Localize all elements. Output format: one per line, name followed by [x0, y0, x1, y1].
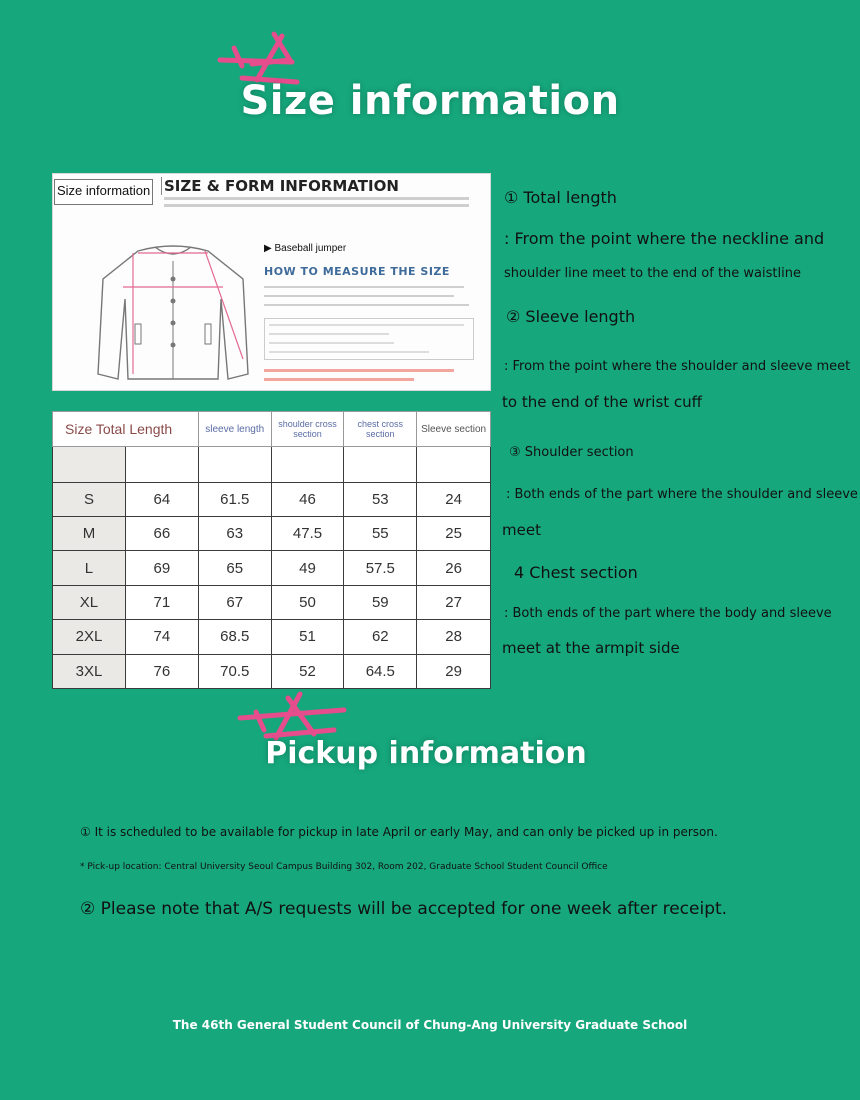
- size-cell: 2XL: [53, 620, 126, 654]
- pickup-schedule-text: ① It is scheduled to be available for pickup in late April or early May, and can only be picked up in person.: [80, 825, 718, 839]
- info-image-heading: SIZE & FORM INFORMATION: [164, 177, 399, 195]
- jacket-diagram-icon: [93, 239, 253, 389]
- header-cell: chest cross section: [344, 412, 417, 447]
- value-cell: 57.5: [344, 551, 417, 585]
- value-cell: 46: [271, 482, 344, 516]
- korean-text-line: [264, 304, 469, 306]
- table-row: [53, 585, 491, 619]
- sleeve-length-desc: to the end of the wrist cuff: [502, 393, 703, 411]
- korean-text-line: [164, 204, 469, 207]
- value-cell: 71: [125, 585, 198, 619]
- korean-text-line: [264, 286, 464, 288]
- table-row: [53, 620, 491, 654]
- value-cell: 27: [417, 585, 491, 619]
- as-request-note: ② Please note that A/S requests will be accepted for one week after receipt.: [80, 899, 728, 919]
- measure-title: HOW TO MEASURE THE SIZE: [264, 265, 450, 278]
- size-table: [52, 411, 491, 689]
- header-cell: Size Total Length: [53, 412, 199, 447]
- pickup-location-text: * Pick-up location: Central University Seoul Campus Building 302, Room 202, Graduate School Student Council Office: [80, 862, 608, 872]
- korean-text-line: [264, 295, 454, 297]
- pickup-information-title: Pickup information: [265, 736, 587, 771]
- value-cell: 49: [271, 551, 344, 585]
- value-cell: 76: [125, 654, 198, 688]
- star-doodle-icon: [236, 690, 351, 742]
- chest-section-title: 4 Chest section: [514, 563, 638, 582]
- table-row: [53, 482, 491, 516]
- size-cell: 3XL: [53, 654, 126, 688]
- size-cell: M: [53, 517, 126, 551]
- value-cell: 50: [271, 585, 344, 619]
- chest-section-desc: meet at the armpit side: [502, 639, 680, 657]
- table-row: [53, 551, 491, 585]
- step-line: [269, 333, 389, 335]
- korean-text-line: [164, 197, 469, 200]
- value-cell: 28: [417, 620, 491, 654]
- value-cell: 66: [125, 517, 198, 551]
- size-cell: XL: [53, 585, 126, 619]
- step-line: [269, 324, 464, 326]
- table-row: [53, 517, 491, 551]
- shoulder-section-desc: : Both ends of the part where the shoulder and sleeve: [506, 487, 858, 502]
- size-cell: L: [53, 551, 126, 585]
- value-cell: 65: [198, 551, 271, 585]
- table-row: [53, 654, 491, 688]
- size-table-header: [53, 412, 491, 447]
- value-cell: 29: [417, 654, 491, 688]
- size-table-blank-row: [53, 447, 491, 482]
- sleeve-length-title: ② Sleeve length: [506, 307, 636, 326]
- value-cell: 62: [344, 620, 417, 654]
- value-cell: 24: [417, 482, 491, 516]
- info-image-tag: Size information: [54, 179, 153, 205]
- star-doodle-icon: [212, 30, 302, 85]
- step-line: [269, 351, 429, 353]
- value-cell: 74: [125, 620, 198, 654]
- chest-section-desc: : Both ends of the part where the body and sleeve: [504, 606, 832, 621]
- jumper-label: ▶ Baseball jumper: [264, 243, 347, 254]
- value-cell: 51: [271, 620, 344, 654]
- shoulder-section-desc: meet: [502, 521, 541, 539]
- value-cell: 63: [198, 517, 271, 551]
- header-cell: sleeve length: [198, 412, 271, 447]
- value-cell: 64.5: [344, 654, 417, 688]
- warning-text-line: [264, 378, 414, 381]
- value-cell: 64: [125, 482, 198, 516]
- value-cell: 69: [125, 551, 198, 585]
- value-cell: 25: [417, 517, 491, 551]
- value-cell: 61.5: [198, 482, 271, 516]
- measure-steps-box: [264, 318, 474, 360]
- value-cell: 55: [344, 517, 417, 551]
- value-cell: 67: [198, 585, 271, 619]
- size-form-info-image: [52, 173, 491, 391]
- header-cell: shoulder cross section: [271, 412, 344, 447]
- value-cell: 70.5: [198, 654, 271, 688]
- header-cell: Sleeve section: [417, 412, 491, 447]
- value-cell: 47.5: [271, 517, 344, 551]
- sleeve-length-desc: : From the point where the shoulder and sleeve meet: [504, 359, 851, 374]
- size-information-title: Size information: [240, 78, 620, 124]
- warning-text-line: [264, 369, 454, 372]
- shoulder-section-title: ③ Shoulder section: [509, 445, 634, 460]
- footer-credit: The 46th General Student Council of Chung-Ang University Graduate School: [172, 1018, 688, 1032]
- value-cell: 26: [417, 551, 491, 585]
- value-cell: 59: [344, 585, 417, 619]
- total-length-title: ① Total length: [504, 188, 617, 207]
- total-length-desc: shoulder line meet to the end of the waistline: [504, 266, 801, 281]
- total-length-desc: : From the point where the neckline and: [504, 229, 825, 248]
- size-cell: S: [53, 482, 126, 516]
- value-cell: 68.5: [198, 620, 271, 654]
- step-line: [269, 342, 394, 344]
- value-cell: 53: [344, 482, 417, 516]
- value-cell: 52: [271, 654, 344, 688]
